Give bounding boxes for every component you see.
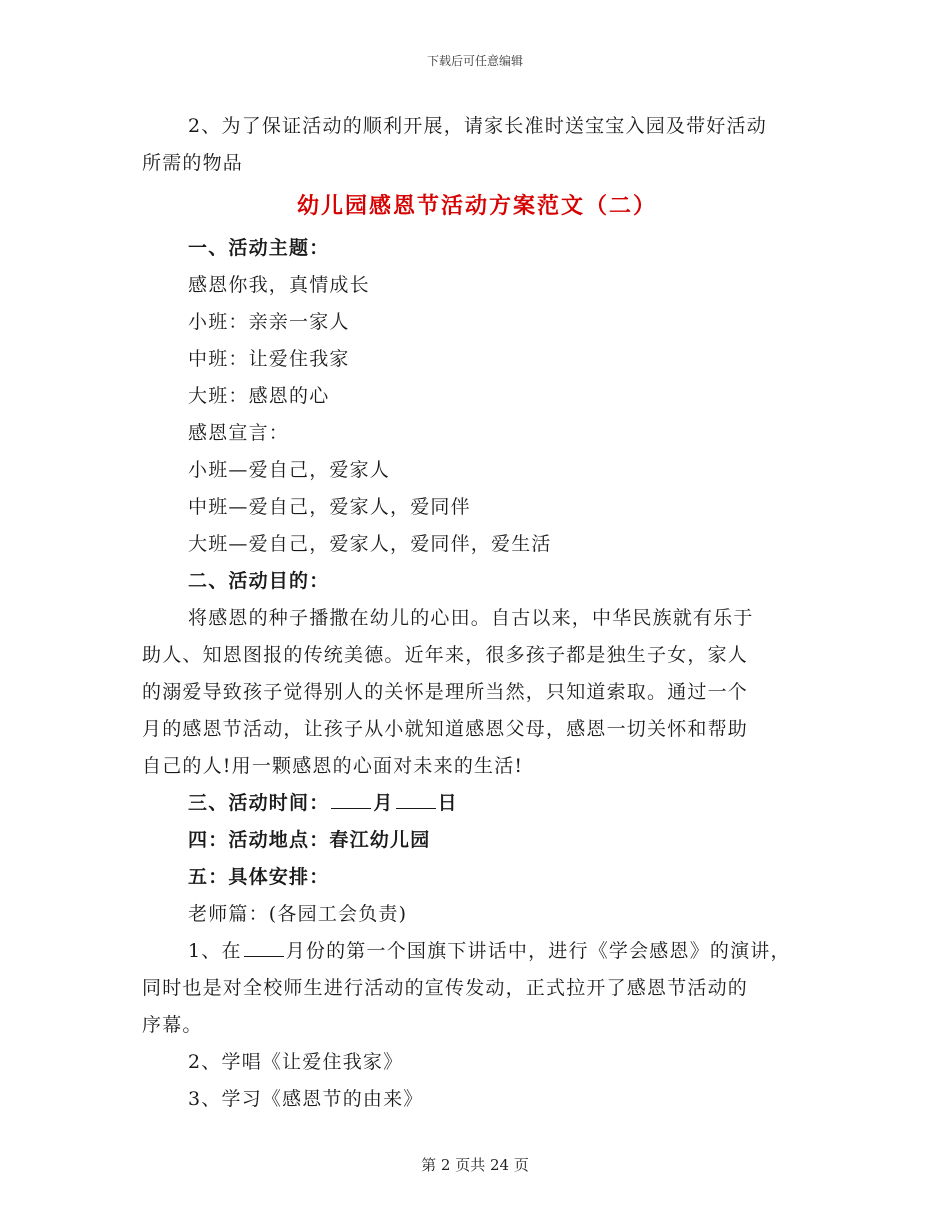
purpose-line: 将感恩的种子播撒在幼儿的心田。自古以来，中华民族就有乐于 [188, 607, 754, 629]
item-1-rest: 月份的第一个国旗下讲话中，进行《学会感恩》的演讲， [285, 940, 791, 962]
month-blank [331, 807, 371, 809]
page-header: 下载后可任意编辑 [426, 54, 523, 68]
month-number-blank [244, 955, 284, 957]
section-5-heading: 五：具体安排： [188, 866, 330, 888]
theme-item: 大班—爱自己，爱家人，爱同伴，爱生活 [188, 533, 552, 555]
page-footer: 第 2 页共 24 页 [421, 1156, 529, 1174]
theme-item: 小班—爱自己，爱家人 [188, 459, 391, 481]
section-3-time [142, 785, 812, 822]
item-1-line-2: 同时也是对全校师生进行活动的宣传发动，正式拉开了感恩节活动的 [142, 977, 749, 999]
theme-item: 感恩宣言： [188, 422, 290, 444]
teacher-part: 老师篇：(各园工会负责) [188, 903, 408, 925]
section-1-heading: 一、活动主题： [188, 237, 330, 259]
purpose-line: 助人、知恩图报的传统美德。近年来，很多孩子都是独生子女，家人 [142, 644, 749, 666]
document-body [142, 108, 812, 1118]
day-blank [396, 807, 436, 809]
theme-item: 大班：感恩的心 [188, 385, 330, 407]
section-2-heading: 二、活动目的： [188, 570, 330, 592]
item-3: 3、学习《感恩节的由来》 [188, 1088, 424, 1110]
time-label: 三、活动时间： [188, 792, 330, 814]
intro-line-1: 2、为了保证活动的顺利开展，请家长准时送宝宝入园及带好活动 [188, 115, 767, 137]
item-1-prefix: 1、在 [188, 940, 242, 962]
intro-line-2: 所需的物品 [142, 152, 244, 174]
day-label: 日 [437, 792, 458, 814]
theme-item: 中班—爱自己，爱家人，爱同伴 [188, 496, 471, 518]
item-1-line-1 [142, 933, 812, 970]
item-1-line-3: 序幕。 [142, 1014, 203, 1036]
theme-item: 小班：亲亲一家人 [188, 311, 350, 333]
theme-item: 感恩你我，真情成长 [188, 274, 370, 296]
month-label: 月 [373, 792, 394, 814]
document-title: 幼儿园感恩节活动方案范文（二） [296, 193, 657, 219]
section-4-location: 四：活动地点：春江幼儿园 [188, 829, 431, 851]
purpose-line: 自己的人!用一颗感恩的心面对未来的生活! [142, 755, 524, 777]
purpose-line: 月的感恩节活动，让孩子从小就知道感恩父母，感恩一切关怀和帮助 [142, 718, 749, 740]
theme-item: 中班：让爱住我家 [188, 348, 350, 370]
item-2: 2、学唱《让爱住我家》 [188, 1051, 404, 1073]
purpose-line: 的溺爱导致孩子觉得别人的关怀是理所当然，只知道索取。通过一个 [142, 681, 749, 703]
